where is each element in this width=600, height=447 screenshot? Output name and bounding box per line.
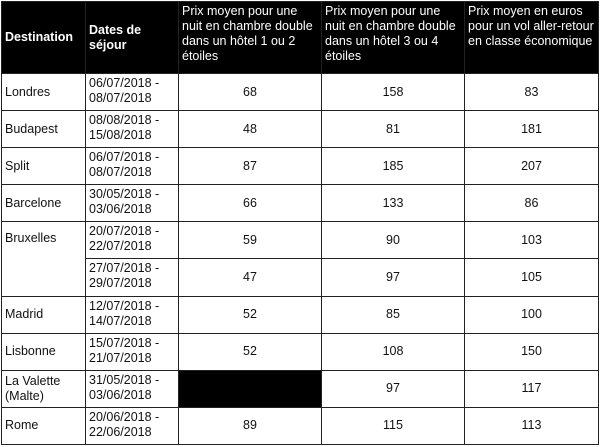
table-row [2,296,599,333]
table-row [2,370,599,407]
cell-price-flight: 207 [465,148,599,185]
cell-dates: 06/07/2018 - 08/07/2018 [86,148,179,185]
header-price-hotel-1-2-stars: Prix moyen pour une nuit en chambre double dans un hôtel 1 ou 2 étoiles [179,2,322,74]
table-row [2,111,599,148]
cell-price-flight: 113 [465,407,599,444]
cell-price-hotel-3-4: 85 [322,296,465,333]
cell-destination: Budapest [2,111,86,148]
cell-price-hotel-1-2: 52 [179,296,322,333]
cell-price-hotel-3-4: 81 [322,111,465,148]
cell-dates: 15/07/2018 - 21/07/2018 [86,333,179,370]
price-table [1,1,599,445]
table-row [2,148,599,185]
cell-price-hotel-3-4: 158 [322,74,465,111]
cell-price-hotel-1-2: 52 [179,333,322,370]
cell-price-flight: 83 [465,74,599,111]
cell-price-flight: 105 [465,259,599,296]
cell-price-flight: 86 [465,185,599,222]
cell-destination: Lisbonne [2,333,86,370]
table-row [2,259,599,296]
cell-price-hotel-3-4: 185 [322,148,465,185]
cell-price-flight: 117 [465,370,599,407]
cell-price-hotel-1-2: 89 [179,407,322,444]
cell-destination: Rome [2,407,86,444]
cell-price-hotel-3-4: 108 [322,333,465,370]
cell-dates: 08/08/2018 - 15/08/2018 [86,111,179,148]
table-row [2,74,599,111]
cell-price-hotel-1-2: 68 [179,74,322,111]
cell-destination: Bruxelles [2,222,86,296]
cell-price-hotel-1-2-redacted [179,370,322,407]
cell-price-hotel-1-2: 48 [179,111,322,148]
header-destination: Destination [2,2,86,74]
cell-price-hotel-3-4: 97 [322,370,465,407]
header-price-hotel-3-4-stars: Prix moyen pour une nuit en chambre double dans un hôtel 3 ou 4 étoiles [322,2,465,74]
header-row [2,2,599,74]
cell-dates: 30/05/2018 - 03/06/2018 [86,185,179,222]
cell-price-hotel-1-2: 47 [179,259,322,296]
cell-destination: Madrid [2,296,86,333]
cell-price-hotel-1-2: 66 [179,185,322,222]
table-row [2,222,599,259]
cell-price-hotel-3-4: 97 [322,259,465,296]
cell-price-flight: 181 [465,111,599,148]
cell-price-flight: 100 [465,296,599,333]
cell-dates: 20/07/2018 - 22/07/2018 [86,222,179,259]
table-row [2,333,599,370]
cell-dates: 20/06/2018 - 22/06/2018 [86,407,179,444]
cell-price-hotel-3-4: 115 [322,407,465,444]
cell-dates: 27/07/2018 - 29/07/2018 [86,259,179,296]
table-row [2,407,599,444]
cell-dates: 12/07/2018 - 14/07/2018 [86,296,179,333]
cell-price-hotel-1-2: 59 [179,222,322,259]
cell-dates: 06/07/2018 - 08/07/2018 [86,74,179,111]
table-row [2,185,599,222]
cell-destination: Barcelone [2,185,86,222]
cell-destination: Split [2,148,86,185]
header-dates: Dates de séjour [86,2,179,74]
header-price-flight: Prix moyen en euros pour un vol aller-retour en classe économique [465,2,599,74]
cell-price-hotel-1-2: 87 [179,148,322,185]
cell-price-flight: 150 [465,333,599,370]
cell-price-hotel-3-4: 133 [322,185,465,222]
cell-dates: 31/05/2018 - 03/06/2018 [86,370,179,407]
cell-price-flight: 103 [465,222,599,259]
cell-destination: La Valette (Malte) [2,370,86,407]
cell-destination: Londres [2,74,86,111]
cell-price-hotel-3-4: 90 [322,222,465,259]
